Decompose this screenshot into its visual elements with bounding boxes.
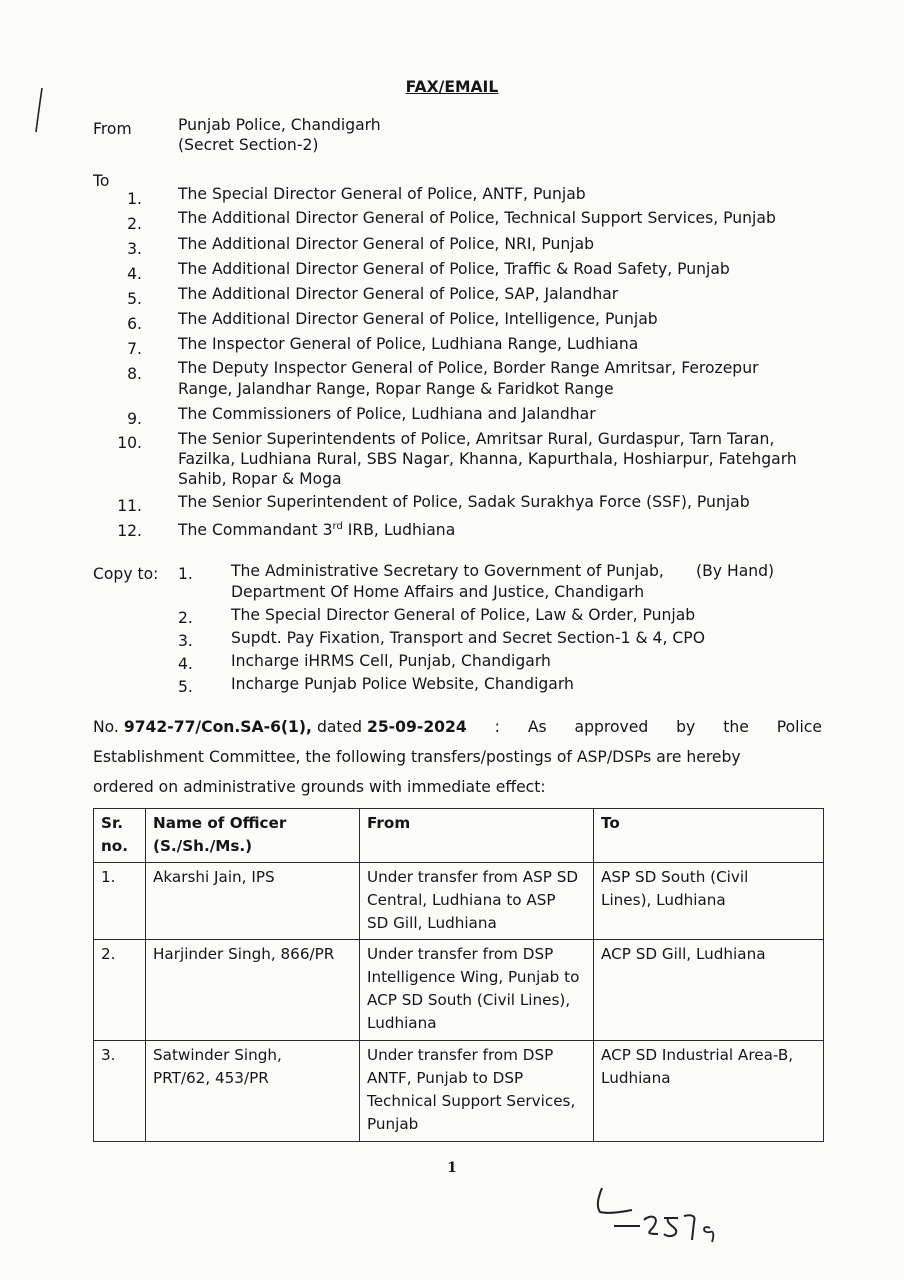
- addressee-line-text: The Deputy Inspector General of Police, Border Range Amritsar, Ferozepur: [178, 359, 759, 377]
- transfer-table: [93, 808, 824, 1142]
- copy-number: 5.: [178, 678, 193, 696]
- header-sr-no: [94, 809, 146, 863]
- addressee-line: Range, Jalandhar Range, Ropar Range & Faridkot Range: [178, 380, 614, 398]
- from-line-1: Punjab Police, Chandigarh: [178, 116, 381, 134]
- cell-officer: [146, 863, 360, 940]
- document-title: FAX/EMAIL: [405, 78, 499, 96]
- addressee-number: 9.: [127, 410, 142, 428]
- cell-line: Under transfer from ASP SD: [367, 868, 579, 886]
- copy-to-label: Copy to:: [93, 565, 159, 583]
- order-word: As: [527, 718, 547, 736]
- copy-line: The Administrative Secretary to Government of Punjab,: [231, 562, 664, 580]
- from-line-2: (Secret Section-2): [178, 136, 319, 154]
- addressee-number: 12.: [117, 522, 142, 540]
- cell-officer: [146, 1041, 360, 1142]
- addressee-number: 3.: [127, 240, 142, 258]
- order-no-prefix: No.: [93, 718, 119, 736]
- addressee-number: 5.: [127, 290, 142, 308]
- order-number: 9742-77/Con.SA-6(1),: [123, 718, 312, 736]
- addressee-line: The Commissioners of Police, Ludhiana and Jalandhar: [178, 405, 596, 423]
- addressee-number: 6.: [127, 315, 142, 333]
- header-text: no.: [101, 837, 129, 855]
- table-row: [94, 863, 824, 940]
- from-label: From: [93, 120, 132, 138]
- order-word: the: [723, 718, 749, 736]
- copy-number: 1.: [178, 565, 193, 583]
- cell-sr: 2.: [94, 940, 146, 1041]
- cell-line: Lines), Ludhiana: [601, 891, 726, 909]
- addressee-line: The Additional Director General of Police, Technical Support Services, Punjab: [178, 209, 776, 227]
- cell-line: ACP SD Industrial Area-B,: [601, 1046, 794, 1064]
- page-number: 1: [447, 1160, 457, 1176]
- cell-from: [360, 1041, 594, 1142]
- cell-line: Under transfer from DSP: [367, 1046, 554, 1064]
- cell-line: Satwinder Singh,: [153, 1046, 282, 1064]
- addressee-number: 11.: [117, 497, 142, 515]
- cell-line: PRT/62, 453/PR: [153, 1069, 269, 1087]
- order-word: by: [676, 718, 696, 736]
- addressee-line: Sahib, Ropar & Moga: [178, 470, 342, 488]
- addressee-line-text: The Commandant 3rd IRB, Ludhiana: [178, 521, 456, 540]
- table-header-row: [94, 809, 824, 863]
- copy-number: 4.: [178, 655, 193, 673]
- order-word: Police: [776, 718, 822, 736]
- cell-line: Harjinder Singh, 866/PR: [153, 945, 335, 963]
- addressee-number: 4.: [127, 265, 142, 283]
- cell-line: Technical Support Services,: [367, 1092, 576, 1110]
- addressee-line: The Additional Director General of Police, NRI, Punjab: [178, 235, 595, 253]
- header-from: From: [360, 809, 594, 863]
- cell-line: ASP SD South (Civil: [601, 868, 749, 886]
- order-line-2: Establishment Committee, the following transfers/postings of ASP/DSPs are hereby: [93, 748, 741, 766]
- order-date: 25-09-2024: [366, 718, 467, 736]
- cell-officer: [146, 940, 360, 1041]
- cell-line: Intelligence Wing, Punjab to: [367, 968, 580, 986]
- copy-line: Incharge iHRMS Cell, Punjab, Chandigarh: [231, 652, 551, 670]
- cell-line: Under transfer from DSP: [367, 945, 554, 963]
- addressee-line: The Additional Director General of Police, Traffic & Road Safety, Punjab: [178, 260, 730, 278]
- addressee-number: 8.: [127, 365, 142, 383]
- cell-line: Central, Ludhiana to ASP: [367, 891, 556, 909]
- cell-to: [594, 940, 824, 1041]
- table-row: [94, 940, 824, 1041]
- cell-line: Ludhiana: [601, 1069, 671, 1087]
- cell-sr: 1.: [94, 863, 146, 940]
- cell-line: Punjab: [367, 1115, 419, 1133]
- cell-sr: 3.: [94, 1041, 146, 1142]
- addressee-line: The Senior Superintendent of Police, Sadak Surakhya Force (SSF), Punjab: [178, 493, 750, 511]
- copy-number: 3.: [178, 632, 193, 650]
- addressee-line: The Senior Superintendents of Police, Amritsar Rural, Gurdaspur, Tarn Taran,: [178, 430, 775, 448]
- order-colon: :: [494, 718, 500, 736]
- order-word: approved: [574, 718, 649, 736]
- addressee-line: The Inspector General of Police, Ludhiana Range, Ludhiana: [178, 335, 639, 353]
- header-officer-name: [146, 809, 360, 863]
- cell-line: ACP SD Gill, Ludhiana: [601, 945, 766, 963]
- addressee-line: The Additional Director General of Police, Intelligence, Punjab: [178, 310, 658, 328]
- header-to: To: [594, 809, 824, 863]
- cell-from: [360, 863, 594, 940]
- order-reference: [93, 712, 467, 742]
- cell-line: Akarshi Jain, IPS: [153, 868, 275, 886]
- cell-from: [360, 940, 594, 1041]
- order-line-3: ordered on administrative grounds with immediate effect:: [93, 778, 546, 796]
- handwritten-signature: [588, 1184, 738, 1244]
- header-text: Name of Officer: [153, 814, 287, 832]
- addressee-line: [178, 516, 455, 541]
- cell-line: Ludhiana: [367, 1014, 437, 1032]
- copy-number: 2.: [178, 609, 193, 627]
- copy-line: Supdt. Pay Fixation, Transport and Secret Section-1 & 4, CPO: [231, 629, 705, 647]
- addressee-number: 10.: [117, 434, 142, 452]
- addressee-line: Fazilka, Ludhiana Rural, SBS Nagar, Khanna, Kapurthala, Hoshiarpur, Fatehgarh: [178, 450, 797, 468]
- addressee-line: The Additional Director General of Police, SAP, Jalandhar: [178, 285, 619, 303]
- by-hand-note: (By Hand): [696, 562, 775, 580]
- cell-line: ANTF, Punjab to DSP: [367, 1069, 524, 1087]
- order-paragraph: [93, 712, 822, 802]
- addressee-number: 1.: [127, 190, 142, 208]
- table-row: [94, 1041, 824, 1142]
- addressee-number: 7.: [127, 340, 142, 358]
- header-text: Sr.: [101, 814, 124, 832]
- cell-to: [594, 863, 824, 940]
- addressee-line: The Special Director General of Police, ANTF, Punjab: [178, 185, 586, 203]
- order-line-1: [93, 712, 822, 742]
- to-label: To: [93, 172, 110, 190]
- cell-line: ACP SD South (Civil Lines),: [367, 991, 571, 1009]
- cell-line: SD Gill, Ludhiana: [367, 914, 497, 932]
- header-text: (S./Sh./Ms.): [153, 837, 253, 855]
- copy-line: The Special Director General of Police, Law & Order, Punjab: [231, 606, 696, 624]
- addressee-number: 2.: [127, 215, 142, 233]
- cell-to: [594, 1041, 824, 1142]
- order-dated-label: dated: [316, 718, 362, 736]
- addressee-line: [178, 357, 820, 379]
- copy-line: Department Of Home Affairs and Justice, Chandigarh: [231, 583, 645, 601]
- copy-line: Incharge Punjab Police Website, Chandigarh: [231, 675, 574, 693]
